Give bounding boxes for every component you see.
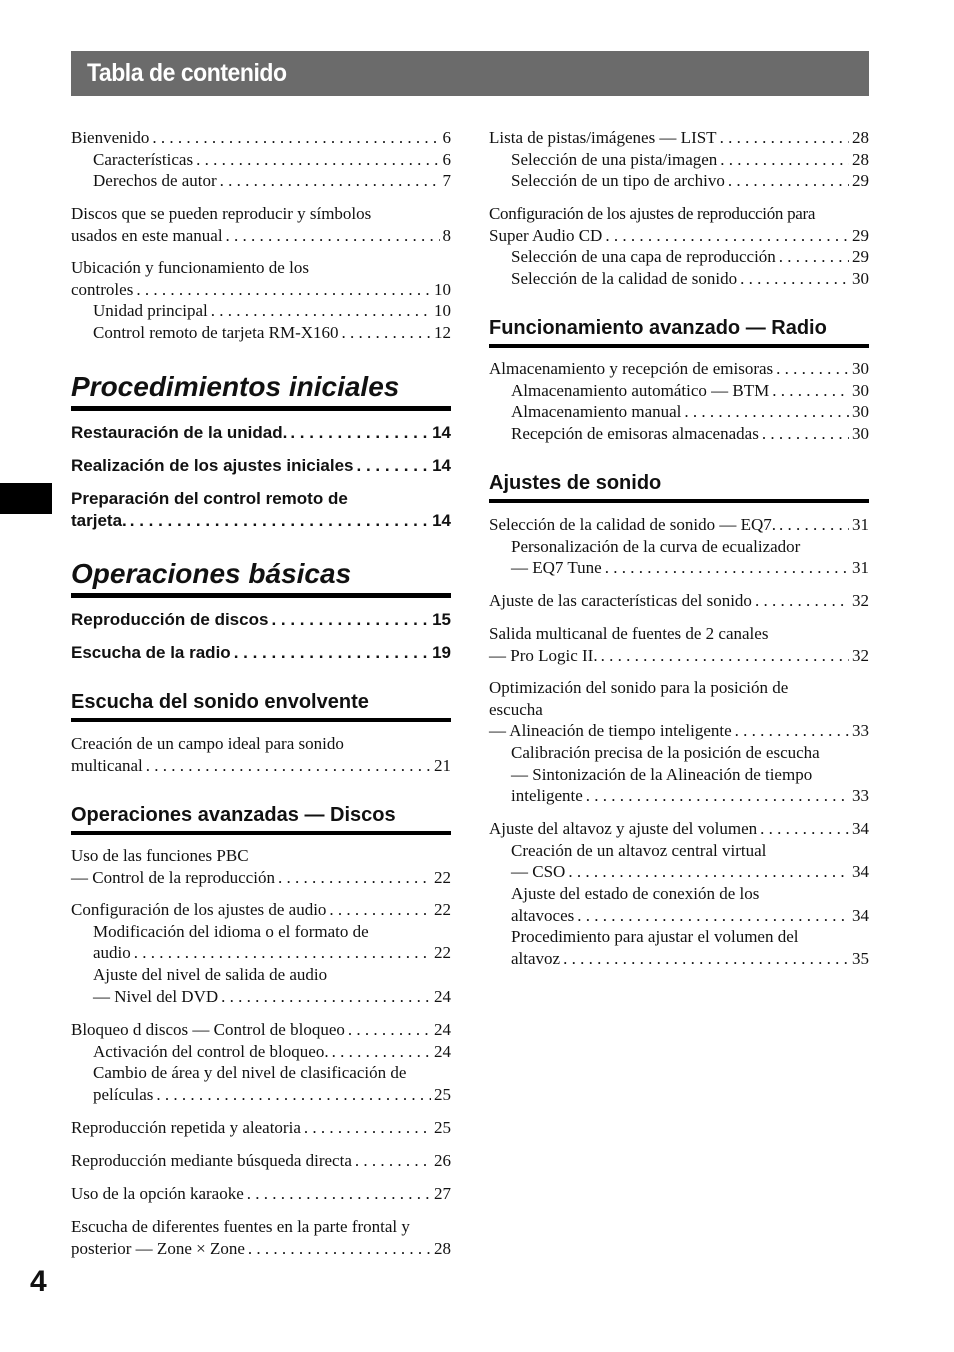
entry-label: — Sintonización de la Alineación de tiempo: [511, 764, 813, 784]
toc-entry-bold[interactable]: [71, 455, 451, 477]
entry-page: 19: [432, 643, 451, 662]
entry-label: Realización de los ajustes iniciales: [71, 456, 354, 475]
entry-label: Recepción de emisoras almacenadas: [511, 424, 759, 444]
entry-label: — Control de la reproducción: [71, 867, 275, 887]
entry-label: Super Audio CD: [489, 225, 603, 245]
entry-page: 10: [434, 301, 451, 321]
entry-page: 14: [432, 456, 451, 475]
entry-page: 34: [852, 905, 869, 925]
toc-entry-bold[interactable]: [71, 422, 451, 444]
toc-entry[interactable]: [489, 203, 869, 290]
entry-label: Configuración de los ajustes de reproducción para: [489, 204, 816, 223]
entry-page: 28: [434, 1238, 451, 1258]
entry-label: Discos que se pueden reproducir y símbolos: [71, 204, 372, 223]
entry-page: 22: [434, 867, 451, 887]
toc-entry[interactable]: [71, 203, 451, 246]
entry-label: Selección de una capa de reproducción: [511, 247, 776, 267]
header-bar: [71, 51, 869, 96]
entry-page: 14: [432, 510, 451, 530]
entry-page: 26: [434, 1151, 451, 1170]
entry-label: Selección de una pista/imagen: [511, 149, 718, 169]
entry-page: 24: [434, 1041, 451, 1061]
entry-label: Ajuste de las características del sonido: [489, 591, 752, 610]
entry-label: Selección de un tipo de archivo: [511, 171, 725, 191]
entry-page: 15: [432, 610, 451, 629]
toc-entry[interactable]: [71, 1019, 451, 1106]
entry-label: — CSO: [511, 862, 566, 882]
entry-page: 32: [852, 645, 869, 665]
entry-label: Ajuste del estado de conexión de los: [511, 884, 760, 904]
entry-label: Ajuste del nivel de salida de audio: [93, 965, 328, 985]
entry-label: Lista de pistas/imágenes — LIST: [489, 128, 717, 147]
entry-label: Unidad principal: [93, 301, 208, 321]
toc-entry[interactable]: [489, 623, 869, 666]
entry-page: 25: [434, 1118, 451, 1137]
toc-entry-bold[interactable]: [71, 642, 451, 664]
entry-label: Optimización del sonido para la posición de: [489, 678, 789, 697]
toc-entry-bold[interactable]: [71, 488, 451, 531]
entry-label: Salida multicanal de fuentes de 2 canales: [489, 624, 769, 643]
entry-label: — EQ7 Tune: [511, 558, 602, 578]
entry-label: Creación de un altavoz central virtual: [511, 840, 767, 860]
entry-label: Selección de la calidad de sonido — EQ7.: [489, 515, 777, 534]
entry-page: 33: [852, 786, 869, 806]
entry-label: Control remoto de tarjeta RM-X160: [93, 323, 339, 343]
entry-label: usados en este manual: [71, 225, 223, 245]
entry-page: 24: [434, 1020, 451, 1039]
entry-label: Bloqueo d discos — Control de bloqueo: [71, 1020, 345, 1039]
toc-entry[interactable]: [489, 514, 869, 579]
toc-entry[interactable]: [71, 1183, 451, 1205]
entry-label: Almacenamiento automático — BTM: [511, 380, 770, 400]
entry-page: 6: [442, 149, 451, 169]
entry-page: 31: [852, 558, 869, 578]
entry-page: 7: [442, 171, 451, 191]
toc-entry[interactable]: [489, 590, 869, 612]
toc-entry[interactable]: [71, 1216, 451, 1259]
entry-page: 29: [852, 225, 869, 245]
entry-page: 30: [852, 402, 869, 422]
entry-label: escucha: [489, 699, 543, 719]
entry-label: Preparación del control remoto de: [71, 489, 348, 508]
entry-label: Restauración de la unidad.: [71, 423, 288, 442]
entry-page: 12: [434, 323, 451, 343]
entry-label: Reproducción mediante búsqueda directa: [71, 1151, 352, 1170]
entry-page: 10: [434, 279, 451, 299]
entry-page: 33: [852, 721, 869, 741]
section-title-ajustes-sonido: Ajustes de sonido: [489, 470, 869, 503]
toc-entry[interactable]: [489, 818, 869, 970]
entry-page: 29: [852, 247, 869, 267]
entry-label: Almacenamiento y recepción de emisoras: [489, 359, 774, 378]
entry-page: 27: [434, 1184, 451, 1203]
entry-page: 35: [852, 949, 869, 969]
entry-label: — Pro Logic II.: [489, 645, 598, 665]
entry-page: 28: [852, 149, 869, 169]
entry-label: Características: [93, 149, 194, 169]
entry-page: 32: [852, 591, 869, 610]
section-title-procedimientos: Procedimientos iniciales: [71, 370, 451, 411]
entry-label: Derechos de autor: [93, 171, 217, 191]
toc-entry[interactable]: [489, 677, 869, 807]
entry-label: — Alineación de tiempo inteligente: [489, 721, 732, 741]
entry-label: Ubicación y funcionamiento de los: [71, 258, 309, 277]
entry-label: Reproducción de discos: [71, 610, 269, 629]
entry-page: 30: [852, 359, 869, 378]
section-tab-marker: [0, 483, 52, 514]
entry-label: Escucha de diferentes fuentes en la parte frontal y: [71, 1217, 410, 1236]
entry-page: 21: [434, 755, 451, 775]
entry-label: Modificación del idioma o el formato de: [93, 921, 369, 941]
section-title-avanzadas-discos: Operaciones avanzadas — Discos: [71, 802, 451, 835]
entry-label: controles: [71, 279, 134, 299]
toc-entry-bold[interactable]: [71, 609, 451, 631]
entry-label: Calibración precisa de la posición de escucha: [511, 743, 820, 763]
entry-page: 14: [432, 423, 451, 442]
entry-label: Cambio de área y del nivel de clasificación de: [93, 1063, 407, 1083]
entry-label: Reproducción repetida y aleatoria: [71, 1118, 301, 1137]
entry-page: 30: [852, 269, 869, 289]
entry-label: Procedimiento para ajustar el volumen del: [511, 927, 799, 947]
entry-page: 22: [434, 943, 451, 963]
toc-entry[interactable]: [71, 899, 451, 1007]
toc-entry[interactable]: [71, 845, 451, 888]
entry-label: tarjeta.: [71, 510, 127, 530]
entry-label: Activación del control de bloqueo.: [93, 1041, 329, 1061]
entry-label: audio: [93, 943, 131, 963]
entry-page: 24: [434, 986, 451, 1006]
entry-page: 34: [852, 819, 869, 838]
toc-entry[interactable]: [71, 1150, 451, 1172]
entry-label: Personalización de la curva de ecualizador: [511, 536, 801, 556]
entry-label: Uso de las funciones PBC: [71, 846, 249, 865]
entry-page: 29: [852, 171, 869, 191]
entry-label: Selección de la calidad de sonido: [511, 269, 738, 289]
section-title-radio: Funcionamiento avanzado — Radio: [489, 315, 869, 348]
entry-page: 30: [852, 424, 869, 444]
entry-label: — Nivel del DVD: [93, 986, 219, 1006]
toc-entry[interactable]: [71, 127, 451, 192]
page-title: Tabla de contenido: [87, 59, 287, 87]
entry-label: inteligente: [511, 786, 583, 806]
entry-label: posterior — Zone × Zone: [71, 1238, 245, 1258]
entry-label: Uso de la opción karaoke: [71, 1184, 244, 1203]
entry-label: Configuración de los ajustes de audio: [71, 900, 327, 919]
section-title-operaciones: Operaciones básicas: [71, 557, 451, 598]
toc-entry[interactable]: [489, 127, 869, 192]
page-number: 4: [30, 1265, 47, 1298]
toc-entry[interactable]: [71, 1117, 451, 1139]
entry-label: Bienvenido: [71, 128, 150, 147]
section-title-envolvente: Escucha del sonido envolvente: [71, 689, 451, 722]
entry-label: Escucha de la radio: [71, 643, 231, 662]
entry-page: 6: [442, 128, 451, 147]
entry-label: películas: [93, 1085, 154, 1105]
entry-label: Ajuste del altavoz y ajuste del volumen: [489, 819, 758, 838]
entry-page: 30: [852, 380, 869, 400]
entry-page: 34: [852, 862, 869, 882]
entry-label: altavoz: [511, 949, 561, 969]
entry-page: 25: [434, 1085, 451, 1105]
entry-label: multicanal: [71, 755, 143, 775]
entry-page: 8: [442, 225, 451, 245]
toc-entry[interactable]: [71, 257, 451, 344]
toc-entry[interactable]: [489, 358, 869, 445]
entry-page: 28: [852, 128, 869, 147]
toc-entry[interactable]: [71, 733, 451, 776]
entry-label: Almacenamiento manual: [511, 402, 682, 422]
entry-page: 22: [434, 900, 451, 919]
entry-page: 31: [852, 515, 869, 534]
entry-label: altavoces: [511, 905, 575, 925]
entry-label: Creación de un campo ideal para sonido: [71, 734, 344, 753]
